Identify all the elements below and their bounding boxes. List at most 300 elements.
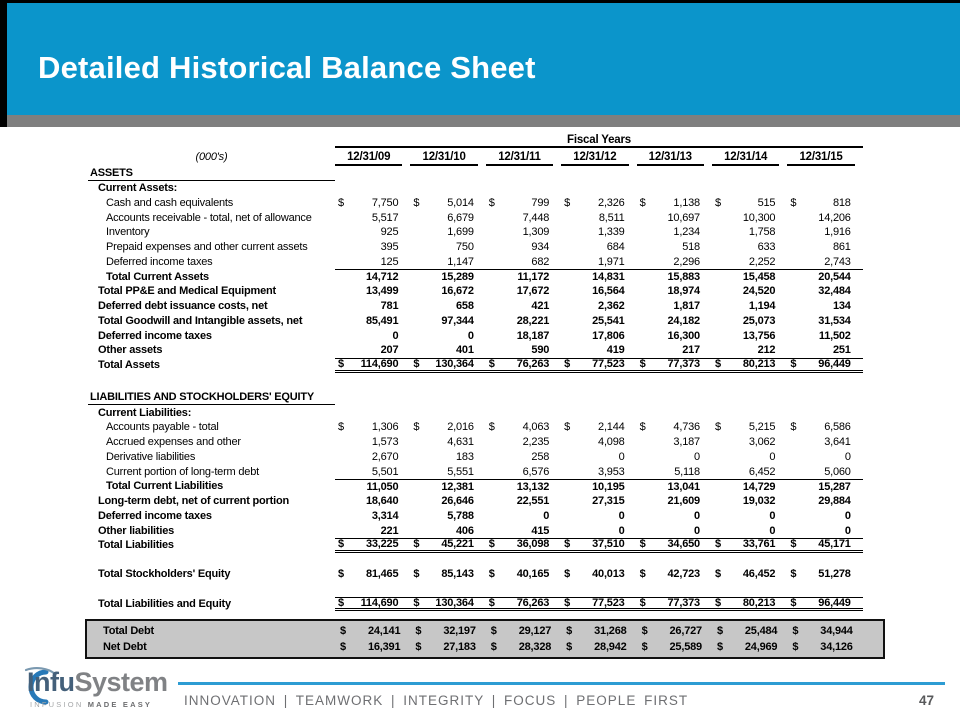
table-cell (714, 625, 789, 637)
cell-value: 5,060 (824, 465, 851, 478)
table-cell (335, 358, 410, 370)
table-cell (335, 481, 410, 493)
currency-symbol: $ (714, 196, 721, 209)
cell-value: 2,296 (673, 255, 700, 268)
cell-value: 11,172 (517, 271, 550, 284)
currency-symbol: $ (564, 196, 571, 209)
cell-value: 46,452 (742, 568, 776, 581)
table-cell (637, 358, 712, 370)
table-cell (410, 568, 485, 580)
cell-value: 20,544 (818, 271, 851, 284)
currency-symbol: $ (639, 596, 646, 609)
currency-symbol: $ (566, 641, 573, 654)
table-row (88, 464, 960, 479)
row-values (335, 358, 863, 373)
row-values (335, 314, 863, 329)
cell-value: 51,278 (818, 568, 851, 581)
cell-value: 1,573 (371, 436, 399, 449)
cell-value: 17,806 (592, 329, 625, 342)
table-row (88, 166, 960, 181)
table-cell (637, 300, 712, 312)
cell-value: 0 (694, 524, 700, 537)
table-cell (486, 358, 561, 370)
table-row (88, 328, 960, 343)
cell-value: 8,511 (598, 211, 625, 224)
currency-symbol: $ (488, 596, 495, 609)
cell-value: 799 (531, 196, 550, 209)
row-label: Current Liabilities: (98, 406, 192, 419)
currency-symbol: $ (792, 625, 799, 638)
cell-value: 125 (380, 255, 399, 268)
cell-value: 2,016 (447, 421, 474, 434)
cell-value: 217 (682, 344, 700, 357)
table-body (88, 166, 960, 611)
row-label: Derivative liabilities (106, 450, 196, 463)
cell-value: 3,187 (673, 436, 700, 449)
table-cell (335, 421, 410, 433)
table-cell (712, 241, 787, 253)
table-cell (486, 495, 561, 507)
row-label: Deferred income taxes (98, 509, 212, 522)
cell-value: 212 (757, 344, 776, 357)
row-label: Cash and cash equivalents (106, 196, 234, 209)
cell-value: 5,788 (447, 509, 474, 522)
table-row (88, 479, 960, 494)
table-cell (335, 271, 410, 283)
row-values (335, 597, 863, 612)
currency-symbol: $ (714, 568, 721, 581)
cell-value: 10,300 (742, 211, 776, 224)
cell-value: 4,736 (673, 421, 700, 434)
table-cell (787, 436, 862, 448)
currency-symbol: $ (639, 196, 646, 209)
row-label: Total Liabilities and Equity (98, 597, 231, 610)
cell-value: 0 (543, 509, 550, 522)
header-divider (0, 115, 960, 127)
cell-value: 2,326 (598, 196, 625, 209)
table-row (87, 623, 883, 639)
currency-symbol: $ (413, 596, 420, 609)
table-cell (410, 481, 485, 493)
table-cell (486, 510, 561, 522)
cell-value: 34,650 (667, 538, 700, 551)
row-values (335, 464, 863, 479)
cell-value: 2,235 (522, 436, 550, 449)
row-label: Total Stockholders' Equity (98, 568, 231, 581)
cell-value: 77,523 (592, 358, 625, 371)
table-cell (486, 300, 561, 312)
table-cell (787, 510, 862, 522)
table-cell (712, 358, 787, 370)
table-cell (561, 421, 636, 433)
footer-right (178, 682, 960, 720)
cell-value: 16,672 (441, 285, 474, 298)
cell-value: 28,328 (518, 641, 552, 654)
table-cell (410, 495, 485, 507)
table-cell (486, 315, 561, 327)
table-cell (787, 538, 862, 550)
cell-value: 518 (682, 241, 700, 254)
cell-value: 0 (392, 329, 399, 342)
table-row (88, 391, 960, 406)
table-cell (637, 256, 712, 268)
row-label: Other liabilities (98, 524, 175, 537)
cell-value: 80,213 (742, 358, 776, 371)
cell-value: 14,729 (742, 480, 776, 493)
balance-sheet-table (0, 127, 960, 659)
cell-value: 19,032 (742, 495, 776, 508)
cell-value: 26,646 (441, 495, 474, 508)
cell-value: 18,974 (667, 285, 700, 298)
cell-value: 1,699 (447, 226, 474, 239)
table-cell (561, 495, 636, 507)
cell-value: 14,712 (365, 271, 399, 284)
cell-value: 925 (380, 226, 399, 239)
cell-value: 28,221 (516, 314, 550, 327)
table-cell (637, 568, 712, 580)
table-cell (712, 495, 787, 507)
currency-symbol: $ (639, 538, 646, 551)
currency-symbol: $ (415, 625, 422, 638)
table-cell (337, 641, 412, 653)
currency-symbol: $ (490, 625, 497, 638)
table-cell (486, 436, 561, 448)
table-cell (712, 538, 787, 550)
year-column-header: 12/31/11 (486, 148, 553, 166)
row-values (335, 225, 863, 240)
table-cell (714, 641, 789, 653)
cell-value: 0 (844, 524, 851, 537)
cell-value: 42,723 (667, 568, 700, 581)
cell-value: 13,756 (742, 329, 776, 342)
table-cell (637, 285, 712, 297)
cell-value: 11,050 (366, 480, 399, 493)
cell-value: 40,013 (592, 568, 625, 581)
table-cell (335, 510, 410, 522)
cell-value: 27,183 (443, 641, 476, 654)
cell-value: 17,672 (516, 285, 550, 298)
table-cell (637, 197, 712, 209)
cell-value: 34,126 (820, 641, 853, 654)
currency-symbol: $ (790, 196, 797, 209)
table-cell (787, 481, 862, 493)
row-label: Other assets (98, 344, 163, 357)
cell-value: 130,364 (435, 358, 474, 371)
cell-value: 7,750 (371, 196, 399, 209)
row-values (335, 509, 863, 524)
table-row (88, 597, 960, 612)
table-cell (410, 358, 485, 370)
table-cell (637, 344, 712, 356)
row-values (335, 538, 863, 553)
table-cell (637, 510, 712, 522)
spacer-row (88, 553, 960, 567)
row-label: Inventory (106, 226, 150, 239)
cell-value: 25,073 (742, 314, 776, 327)
currency-symbol: $ (564, 568, 571, 581)
row-values (335, 435, 863, 450)
table-cell (486, 481, 561, 493)
table-cell (787, 315, 862, 327)
table-cell (335, 212, 410, 224)
table-cell (410, 466, 485, 478)
currency-symbol: $ (792, 641, 799, 654)
row-values (337, 639, 865, 655)
currency-symbol: $ (338, 196, 344, 209)
table-cell (637, 481, 712, 493)
table-cell (335, 330, 410, 342)
cell-value: 1,234 (673, 226, 700, 239)
debt-rows (87, 623, 883, 655)
cell-value: 2,362 (598, 300, 625, 313)
row-values (335, 196, 863, 211)
currency-symbol: $ (564, 538, 571, 551)
table-cell (561, 315, 636, 327)
table-cell (486, 344, 561, 356)
currency-symbol: $ (790, 538, 797, 551)
row-values (335, 343, 863, 358)
header-spacer (88, 133, 335, 148)
currency-symbol: $ (340, 641, 346, 654)
cell-value: 658 (456, 300, 474, 313)
logo-text-primary: Infu (27, 667, 75, 697)
row-values (335, 391, 863, 406)
table-cell (787, 466, 862, 478)
currency-symbol: $ (413, 568, 420, 581)
table-cell (335, 568, 410, 580)
table-cell (637, 226, 712, 238)
row-values (335, 479, 863, 494)
logo-wordmark (27, 667, 168, 698)
cell-value: 0 (769, 509, 776, 522)
currency-symbol: $ (338, 358, 344, 371)
table-cell (410, 241, 485, 253)
year-column-header: 12/31/12 (561, 148, 628, 166)
units-label: (000's) (195, 151, 228, 163)
year-columns (335, 148, 863, 166)
table-cell (787, 495, 862, 507)
table-row (88, 420, 960, 435)
table-cell (486, 597, 561, 609)
table-cell (637, 241, 712, 253)
currency-symbol: $ (564, 421, 571, 434)
table-cell (712, 466, 787, 478)
cell-value: 1,971 (598, 255, 625, 268)
table-cell (410, 285, 485, 297)
table-row (88, 538, 960, 553)
cell-value: 421 (531, 300, 550, 313)
cell-value: 96,449 (818, 358, 851, 371)
cell-value: 0 (769, 524, 776, 537)
cell-value: 251 (832, 344, 851, 357)
cell-value: 633 (757, 241, 776, 254)
currency-symbol: $ (338, 538, 344, 551)
table-cell (712, 344, 787, 356)
cell-value: 81,465 (365, 568, 399, 581)
table-cell (410, 538, 485, 550)
table-cell (712, 597, 787, 609)
debt-summary-box (85, 619, 885, 659)
cell-value: 5,014 (447, 196, 474, 209)
table-cell (787, 597, 862, 609)
currency-symbol: $ (639, 568, 646, 581)
table-cell (486, 241, 561, 253)
cell-value: 0 (618, 450, 625, 463)
table-cell (561, 525, 636, 537)
cell-value: 0 (618, 524, 625, 537)
table-cell (561, 466, 636, 478)
table-cell (410, 197, 485, 209)
table-cell (486, 568, 561, 580)
table-cell (712, 315, 787, 327)
row-label: Total Debt (103, 625, 154, 638)
cell-value: 18,640 (365, 495, 399, 508)
table-cell (637, 315, 712, 327)
currency-symbol: $ (338, 596, 344, 609)
table-cell (712, 525, 787, 537)
cell-value: 3,314 (371, 509, 399, 522)
cell-value: 406 (456, 524, 474, 537)
currency-symbol: $ (338, 421, 344, 434)
table-cell (712, 285, 787, 297)
table-row (88, 196, 960, 211)
cell-value: 183 (456, 450, 474, 463)
cell-value: 419 (606, 344, 625, 357)
table-cell (637, 212, 712, 224)
row-values (335, 328, 863, 343)
cell-value: 11,502 (818, 329, 851, 342)
cell-value: 85,143 (441, 568, 474, 581)
table-cell (410, 525, 485, 537)
cell-value: 684 (606, 241, 625, 254)
infusystem-logo (14, 660, 178, 716)
table-cell (410, 597, 485, 609)
row-label: Prepaid expenses and other current assets (106, 241, 308, 254)
currency-symbol: $ (564, 596, 571, 609)
cell-value: 0 (694, 509, 700, 522)
page-number: 47 (918, 693, 934, 708)
table-cell (712, 212, 787, 224)
row-label: LIABILITIES AND STOCKHOLDERS' EQUITY (88, 391, 335, 406)
currency-symbol: $ (790, 421, 797, 434)
table-cell (787, 421, 862, 433)
cell-value: 24,182 (667, 314, 700, 327)
table-cell (335, 241, 410, 253)
cell-value: 18,187 (516, 329, 550, 342)
table-cell (410, 436, 485, 448)
cell-value: 3,953 (598, 465, 625, 478)
table-cell (335, 538, 410, 550)
row-values (335, 299, 863, 314)
cell-value: 21,609 (667, 495, 700, 508)
table-cell (639, 641, 714, 653)
currency-symbol: $ (413, 538, 420, 551)
row-label: Total PP&E and Medical Equipment (98, 285, 276, 298)
table-cell (412, 641, 487, 653)
table-cell (486, 285, 561, 297)
cell-value: 7,448 (522, 211, 550, 224)
cell-value: 33,225 (365, 538, 399, 551)
row-label: Accounts payable - total (106, 421, 219, 434)
table-row (88, 450, 960, 465)
cell-value: 3,641 (824, 436, 851, 449)
cell-value: 24,141 (367, 625, 401, 638)
cell-value: 13,041 (667, 480, 700, 493)
currency-symbol: $ (641, 625, 648, 638)
cell-value: 36,098 (516, 538, 550, 551)
cell-value: 22,551 (516, 495, 550, 508)
logo-text-secondary: System (74, 667, 168, 697)
currency-symbol: $ (340, 625, 346, 638)
cell-value: 6,679 (447, 211, 474, 224)
table-row (88, 435, 960, 450)
table-row (88, 284, 960, 299)
table-cell (335, 300, 410, 312)
table-cell (335, 197, 410, 209)
row-values (335, 405, 863, 420)
currency-symbol: $ (566, 625, 573, 638)
row-label: Deferred income taxes (98, 329, 212, 342)
currency-symbol: $ (639, 421, 646, 434)
table-cell (561, 271, 636, 283)
table-cell (561, 300, 636, 312)
cell-value: 85,491 (365, 314, 399, 327)
cell-value: 1,817 (673, 300, 700, 313)
table-cell (787, 451, 862, 463)
table-cell (637, 495, 712, 507)
table-cell (561, 481, 636, 493)
table-cell (561, 212, 636, 224)
cell-value: 14,831 (592, 271, 625, 284)
table-cell (787, 241, 862, 253)
table-cell (410, 226, 485, 238)
table-cell (637, 421, 712, 433)
cell-value: 5,118 (674, 465, 700, 478)
cell-value: 15,883 (667, 271, 700, 284)
table-cell (561, 285, 636, 297)
row-label: Accrued expenses and other (106, 436, 241, 449)
row-label: ASSETS (88, 166, 335, 181)
cell-value: 40,165 (516, 568, 550, 581)
table-cell (410, 271, 485, 283)
cell-value: 77,373 (667, 358, 700, 371)
cell-value: 27,315 (592, 495, 625, 508)
table-cell (561, 510, 636, 522)
table-cell (486, 271, 561, 283)
row-values (335, 567, 863, 582)
table-row (88, 314, 960, 329)
cell-value: 750 (456, 241, 474, 254)
cell-value: 395 (380, 241, 399, 254)
cell-value: 5,551 (447, 465, 474, 478)
table-row (88, 225, 960, 240)
cell-value: 401 (456, 344, 474, 357)
cell-value: 1,194 (748, 300, 776, 313)
cell-value: 4,063 (522, 421, 550, 434)
slide-footer (0, 658, 960, 720)
row-values (335, 166, 863, 181)
cell-value: 24,969 (744, 641, 778, 654)
row-label: Deferred debt issuance costs, net (98, 300, 268, 313)
table-row (88, 343, 960, 358)
cell-value: 32,197 (443, 625, 476, 638)
spacer-row (88, 582, 960, 597)
footer-nav-row (178, 685, 960, 708)
table-row (88, 405, 960, 420)
row-label: Current portion of long-term debt (106, 465, 259, 478)
currency-symbol: $ (564, 358, 571, 371)
cell-value: 1,138 (673, 196, 700, 209)
